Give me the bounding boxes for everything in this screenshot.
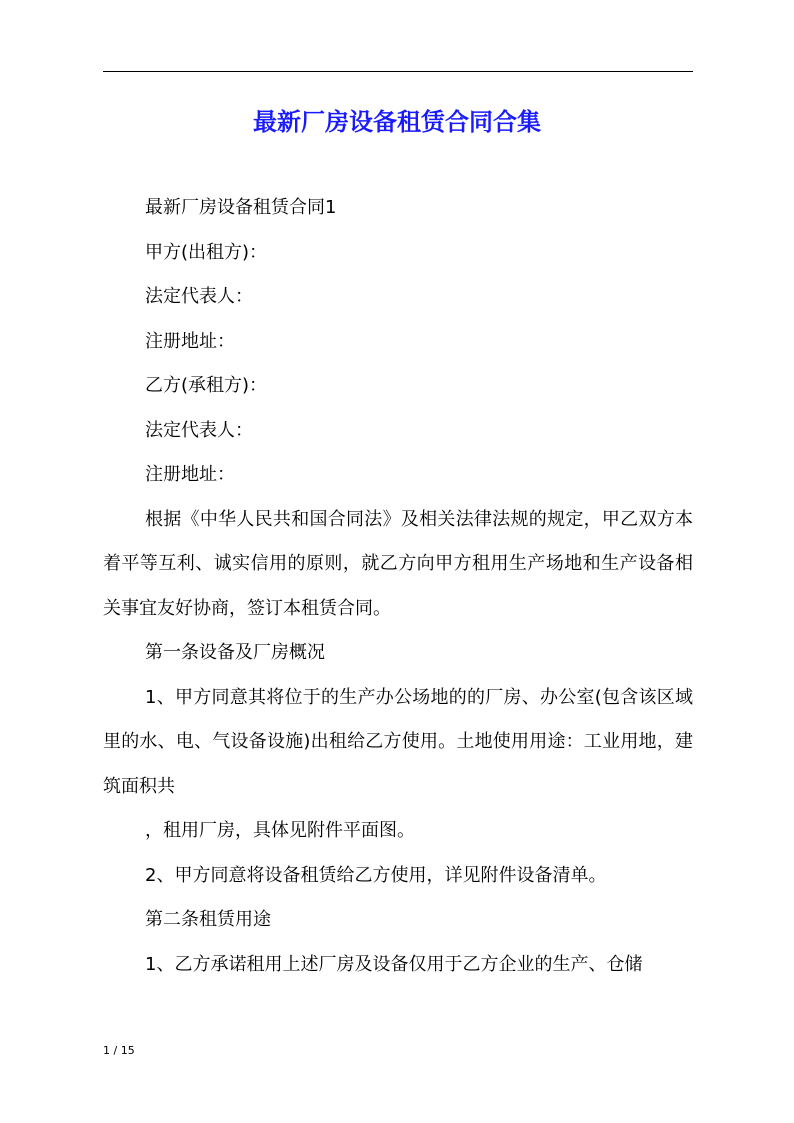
paragraph-party-a-address: 注册地址： (145, 330, 235, 352)
paragraph-article-1-heading: 第一条设备及厂房概况 (145, 642, 325, 663)
paragraph-party-b: 乙方(承租方)： (145, 375, 268, 396)
paragraph-party-a: 甲方(出租方)： (145, 241, 268, 263)
paragraph-party-b-address: 注册地址： (145, 464, 235, 485)
document-body (103, 186, 693, 987)
paragraph-party-b-representative: 法定代表人： (145, 419, 253, 441)
paragraph-preamble: 根据《中华人民共和国合同法》及相关法律法规的规定，甲乙双方本着平等互利、诚实信用的原则，就乙方向甲方租用生产场地和生产设备相关事宜友好协商，签订本租赁合同。 (103, 508, 693, 619)
paragraph-article-2-heading: 第二条租赁用途 (145, 909, 271, 930)
paragraph-contract-heading: 最新厂房设备租赁合同1 (145, 197, 337, 218)
header-rule (103, 71, 693, 72)
page-number: 1 / 15 (103, 1044, 135, 1057)
paragraph-article-1-clause-1: 1、甲方同意其将位于的生产办公场地的的厂房、办公室(包含该区域里的水、电、气设备设施)出租给乙方使用。土地使用用途：工业用地，建筑面积共 (103, 686, 693, 797)
paragraph-article-2-clause-1: 1、乙方承诺租用上述厂房及设备仅用于乙方企业的生产、仓储 (145, 953, 643, 975)
paragraph-article-1-clause-2: 2、甲方同意将设备租赁给乙方使用，详见附件设备清单。 (145, 864, 607, 886)
document-title: 最新厂房设备租赁合同合集 (253, 108, 541, 136)
paragraph-party-a-representative: 法定代表人： (145, 286, 253, 307)
paragraph-article-1-clause-1-cont: ，租用厂房，具体见附件平面图。 (145, 820, 415, 841)
